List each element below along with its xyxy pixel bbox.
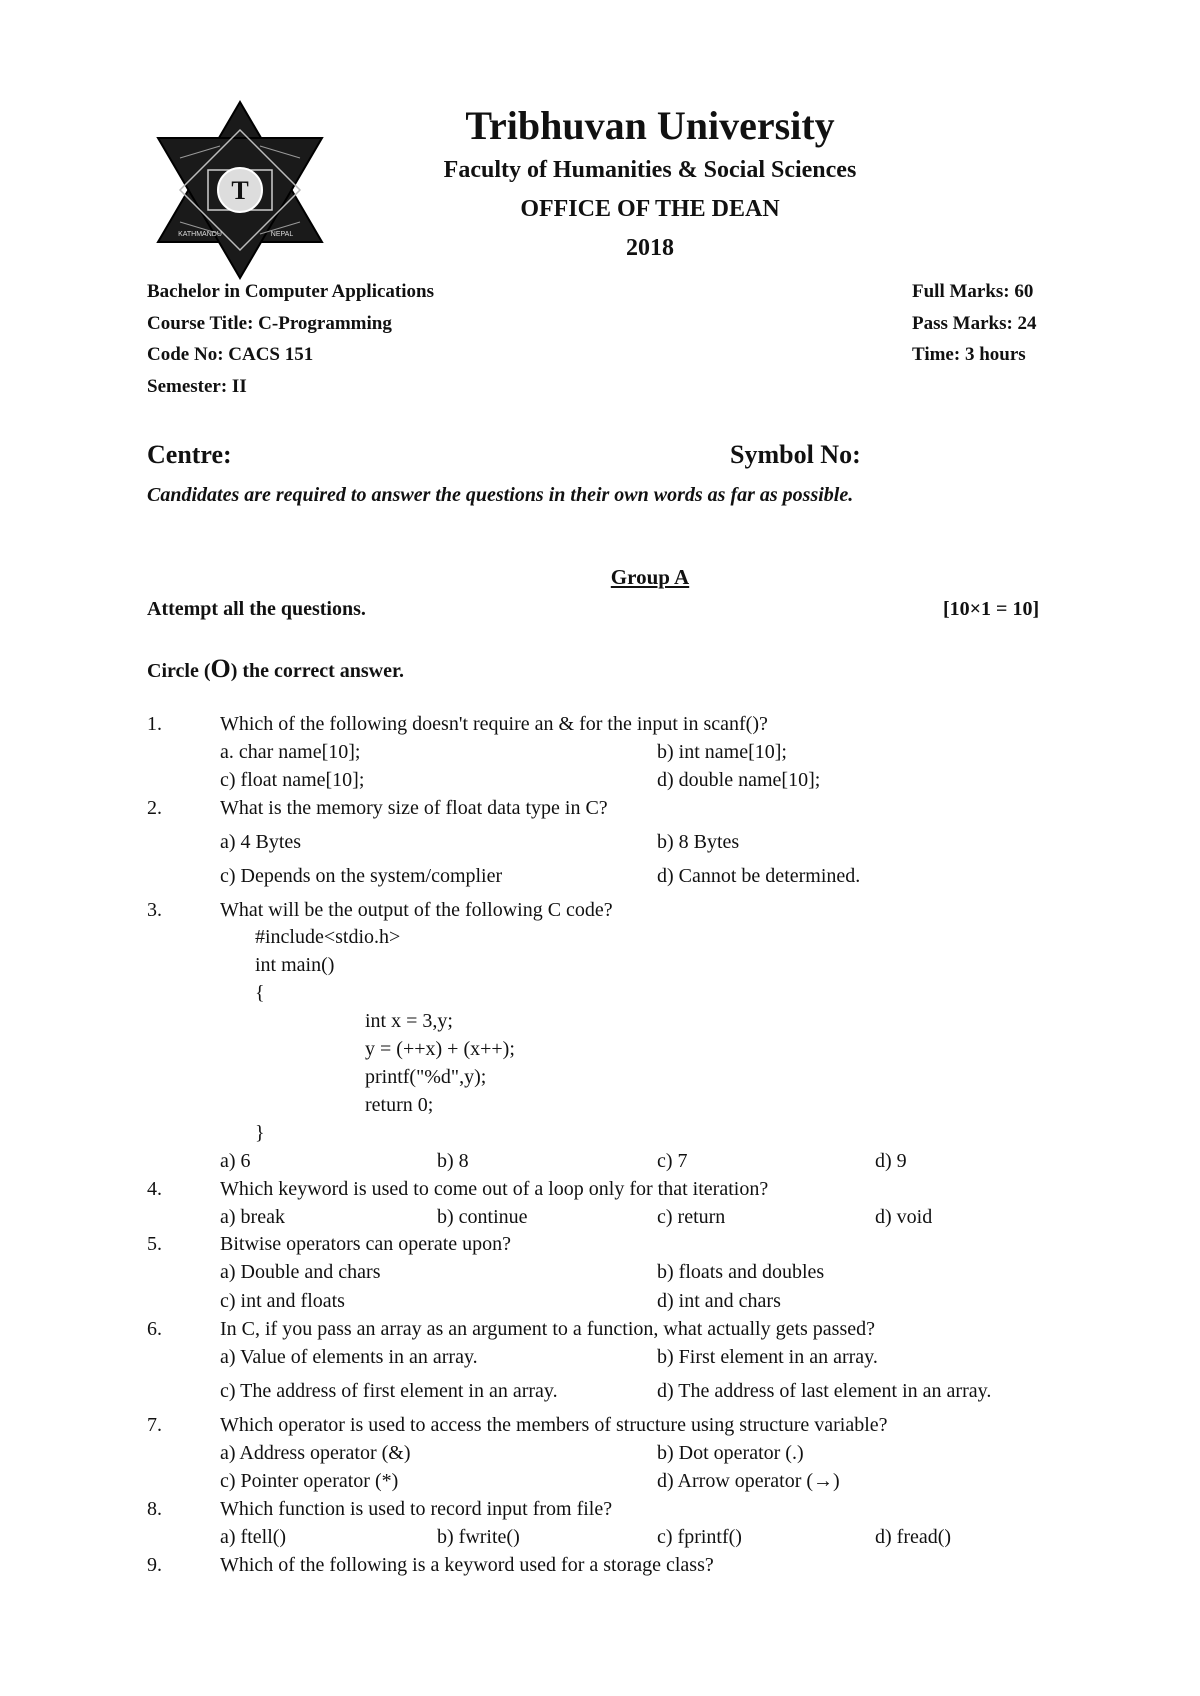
option: c) The address of first element in an array. [220,1380,558,1402]
logo-seal-text: NEPAL [270,231,294,238]
centre-label: Centre: [147,440,232,469]
option: a. char name[10]; [220,741,361,763]
question-text: What will be the output of the following C code? [220,899,613,921]
option: a) break [220,1206,285,1228]
question-number: 9. [147,1554,162,1576]
program-name: Bachelor in Computer Applications [147,281,434,302]
option: b) continue [437,1206,528,1228]
question-number: 4. [147,1178,162,1200]
semester: Semester: II [147,376,247,397]
option: a) Address operator (&) [220,1442,411,1464]
option: b) fwrite() [437,1526,520,1548]
course-title: Course Title: C-Programming [147,313,392,334]
group-title: Group A [610,565,690,589]
logo-seal-text: KATHMANDU [178,231,222,238]
logo-emblem-letter: T [231,176,249,205]
question-number: 2. [147,797,162,819]
code-line: return 0; [365,1094,434,1116]
code-line: y = (++x) + (x++); [365,1038,515,1060]
option: c) Depends on the system/complier [220,865,503,887]
option: b) floats and doubles [657,1261,825,1283]
option: a) ftell() [220,1526,287,1548]
code-line: int main() [255,954,335,976]
option: c) fprintf() [657,1526,742,1548]
question-number: 1. [147,713,162,735]
option: b) 8 Bytes [657,831,740,853]
code-line: { [255,982,265,1004]
question-text: Which function is used to record input from file? [220,1498,613,1520]
code-line: } [255,1122,265,1144]
option: a) Double and chars [220,1261,381,1283]
option: b) int name[10]; [657,741,787,763]
option: c) Pointer operator (*) [220,1470,399,1492]
option: d) The address of last element in an array. [657,1380,992,1402]
question-text: Which operator is used to access the members of structure using structure variable? [220,1414,888,1436]
question-text: Which keyword is used to come out of a loop only for that iteration? [220,1178,769,1200]
code-line: int x = 3,y; [365,1010,453,1032]
option: d) int and chars [657,1290,781,1312]
university-name: Tribhuvan University [465,103,835,148]
question-number: 6. [147,1318,162,1340]
option: c) 7 [657,1150,688,1172]
office-name: OFFICE OF THE DEAN [520,196,780,222]
question-text: In C, if you pass an array as an argument to a function, what actually gets passed? [220,1318,875,1340]
group-marks: [10×1 = 10] [943,598,1040,620]
code-line: #include<stdio.h> [255,926,401,948]
circle-instruction: Circle (O) the correct answer. [147,654,405,683]
code-line: printf("%d",y); [365,1066,487,1088]
question-number: 5. [147,1233,162,1255]
option: a) 6 [220,1150,251,1172]
option: a) 4 Bytes [220,831,302,853]
exam-year: 2018 [626,235,674,261]
exam-time: Time: 3 hours [912,344,1026,365]
option: d) fread() [875,1526,952,1548]
question-text: Bitwise operators can operate upon? [220,1233,512,1255]
option: d) double name[10]; [657,769,821,791]
faculty-name: Faculty of Humanities & Social Sciences [443,157,857,183]
option: a) Value of elements in an array. [220,1346,478,1368]
pass-marks: Pass Marks: 24 [912,313,1037,334]
question-number: 7. [147,1414,162,1436]
question-text: Which of the following doesn't require an & for the input in scanf()? [220,713,768,735]
option: d) 9 [875,1150,907,1172]
question-text: Which of the following is a keyword used for a storage class? [220,1554,714,1576]
course-code: Code No: CACS 151 [147,344,314,365]
option: b) 8 [437,1150,469,1172]
option: c) int and floats [220,1290,345,1312]
option: c) float name[10]; [220,769,365,791]
option: d) Arrow operator (→) [657,1470,840,1492]
question-text: What is the memory size of float data type in C? [220,797,608,819]
option: c) return [657,1206,726,1228]
option: b) Dot operator (.) [657,1442,804,1464]
option: d) void [875,1206,933,1228]
question-number: 8. [147,1498,162,1520]
attempt-instruction: Attempt all the questions. [147,598,366,620]
option: b) First element in an array. [657,1346,878,1368]
full-marks: Full Marks: 60 [912,281,1034,302]
question-number: 3. [147,899,162,921]
instruction-note: Candidates are required to answer the questions in their own words as far as possible. [147,484,854,506]
option: d) Cannot be determined. [657,865,861,887]
symbol-no-label: Symbol No: [730,440,861,469]
